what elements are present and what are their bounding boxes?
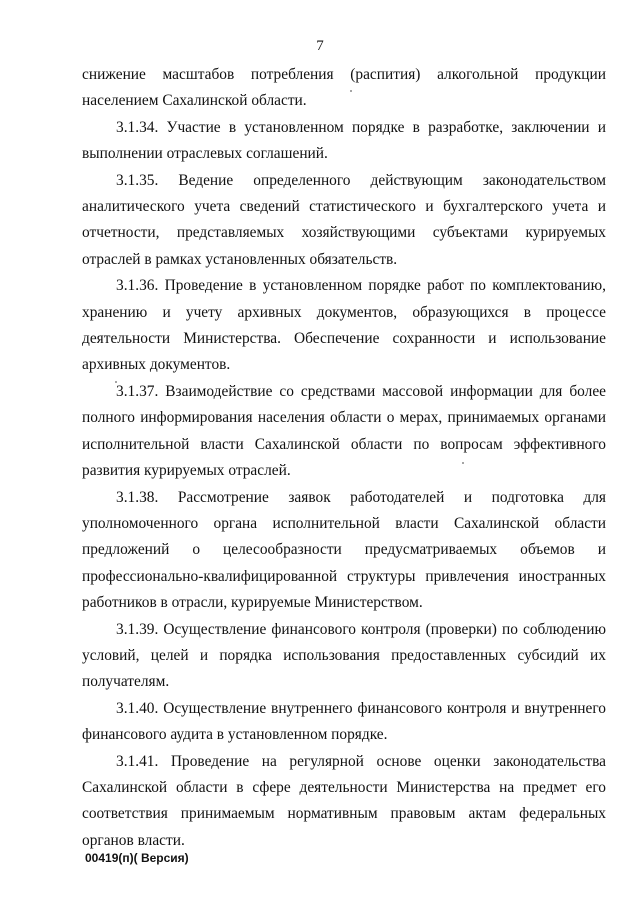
paragraph-3-1-35: 3.1.35. Ведение определенного действующим законодательством аналитического учета сведений статистического и бухгалтерского учета и отчетности, представляемых хозяйствующими субъектами курируемых отраслей в рамках установленных обязательств.: [82, 171, 606, 268]
paragraph-3-1-39: 3.1.39. Осуществление финансового контроля (проверки) по соблюдению условий, целей и порядка использования предоставленных субсидий их получателям.: [82, 620, 606, 691]
paragraph-3-1-34: 3.1.34. Участие в установленном порядке в разработке, заключении и выполнении отраслевых соглашений.: [82, 118, 606, 163]
scan-speck: [115, 381, 117, 383]
scan-speck: [462, 462, 464, 464]
scan-speck: [350, 90, 352, 92]
paragraph-continuation: снижение масштабов потребления (распития) алкогольной продукции населением Сахалинской области.: [82, 66, 606, 110]
paragraph-3-1-40: 3.1.40. Осуществление внутреннего финансового контроля и внутреннего финансового аудита в установленном порядке.: [82, 699, 606, 744]
document-body: [82, 62, 606, 854]
paragraph-3-1-37: 3.1.37. Взаимодействие со средствами массовой информации для более полного информирования населения области о мерах, принимаемых органами исполнительной власти Сахалинской области по вопросам эффективного развития курируемых отраслей.: [82, 382, 606, 480]
paragraph-3-1-36: 3.1.36. Проведение в установленном порядке работ по комплектованию, хранению и учету архивных документов, образующихся в процессе деятельности Министерства. Обеспечение сохранности и использование архивных документов.: [82, 277, 606, 374]
page-number: 7: [316, 38, 324, 54]
paragraph-3-1-41: 3.1.41. Проведение на регулярной основе оценки законодательства Сахалинской области в сфере деятельности Министерства на предмет его соответствия принимаемым нормативным правовым актам федеральных органов власти.: [82, 752, 606, 849]
paragraph-3-1-38: 3.1.38. Рассмотрение заявок работодателей и подготовка для уполномоченного органа исполнительной власти Сахалинской области предложений о целесообразности предусматриваемых объемов и профессионально-квалифицированной структуры привлечения иностранных работников в отрасли, курируемые Министерством.: [82, 488, 606, 612]
document-footer-code: 00419(п)( Версия): [85, 851, 189, 865]
